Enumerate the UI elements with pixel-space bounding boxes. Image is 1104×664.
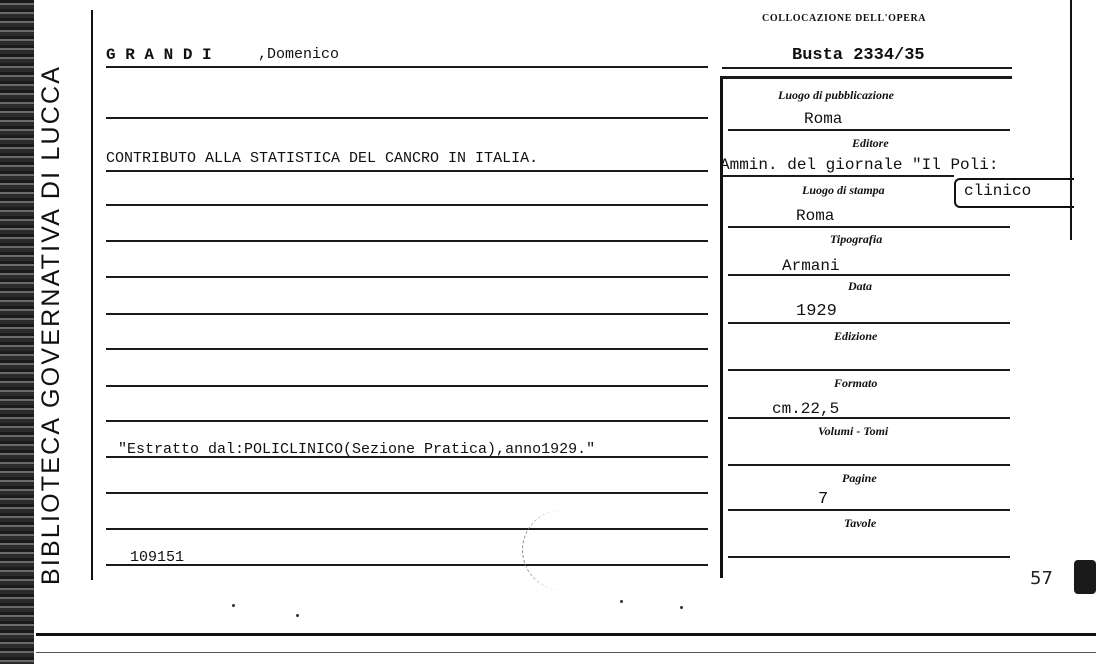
library-side-label: BIBLIOTECA GOVERNATIVA DI LUCCA: [37, 64, 65, 585]
editore-label: Editore: [852, 136, 889, 150]
inventory-number: 109151: [130, 549, 185, 566]
rule-13: [106, 528, 708, 530]
tipografia-value: Armani: [782, 257, 840, 275]
left-margin-rule: [91, 10, 93, 580]
pagine-value: 7: [818, 490, 829, 509]
rule-3: [106, 170, 708, 172]
author-surname: G R A N D I: [106, 46, 212, 64]
speck: [680, 606, 683, 609]
rule-8: [106, 348, 708, 350]
editore-continuation-value: clinico: [964, 182, 1032, 200]
field-rule-luogo-stampa: [728, 226, 1010, 228]
edizione-label: Edizione: [834, 329, 878, 343]
luogo-pubblicazione-value: Roma: [804, 110, 843, 128]
data-label: Data: [848, 279, 872, 293]
field-rule-tavole: [728, 556, 1010, 558]
rule-7: [106, 313, 708, 315]
luogo-pubblicazione-label: Luogo di pubblicazione: [778, 88, 895, 102]
busta-rule: [722, 67, 1012, 69]
rule-6: [106, 276, 708, 278]
field-rule-volumi: [728, 464, 1010, 466]
rule-1: [106, 66, 708, 68]
tipografia-label: Tipografia: [830, 232, 883, 246]
rule-5: [106, 240, 708, 242]
rule-9: [106, 385, 708, 387]
field-rule-formato: [728, 417, 1010, 419]
margin-handwritten-number: 57: [1030, 568, 1053, 589]
luogo-stampa-label: Luogo di stampa: [802, 183, 885, 197]
field-rule-edizione: [728, 369, 1010, 371]
author-given-name: ,Domenico: [258, 46, 340, 63]
rule-12: [106, 492, 708, 494]
speck: [296, 614, 299, 617]
tavole-label: Tavole: [844, 516, 877, 530]
luogo-stampa-value: Roma: [796, 207, 835, 225]
speck: [620, 600, 623, 603]
editore-value: Ammin. del giornale "Il Poli:: [720, 156, 999, 174]
rule-10: [106, 420, 708, 422]
extract-note: "Estratto dal:POLICLINICO(Sezione Pratica),anno1929.": [118, 441, 596, 458]
volumi-label: Volumi - Tomi: [818, 424, 889, 438]
paper-fold-mark: [522, 510, 593, 590]
field-rule-pagine: [728, 509, 1010, 511]
fields-column-rule: [720, 76, 723, 578]
field-rule-tipografia: [728, 274, 1010, 276]
rule-14: [106, 564, 708, 566]
collocazione-header: COLLOCAZIONE DELL'OPERA: [762, 13, 927, 24]
rule-4: [106, 204, 708, 206]
rule-2: [106, 117, 708, 119]
field-rule-editore: [722, 175, 954, 177]
work-title: CONTRIBUTO ALLA STATISTICA DEL CANCRO IN ITALIA.: [106, 150, 539, 167]
fields-top-rule: [720, 76, 1012, 79]
formato-value: cm.22,5: [772, 400, 840, 418]
data-value: 1929: [796, 302, 837, 321]
speck: [232, 604, 235, 607]
bottom-right-smudge: [1074, 560, 1096, 594]
card-bottom-edge-2: [36, 652, 1096, 653]
field-rule-luogo-pub: [728, 129, 1010, 131]
field-rule-data: [728, 322, 1010, 324]
formato-label: Formato: [834, 376, 878, 390]
busta-shelfmark: Busta 2334/35: [792, 46, 925, 65]
pagine-label: Pagine: [842, 471, 877, 485]
card-bottom-edge: [36, 633, 1096, 636]
